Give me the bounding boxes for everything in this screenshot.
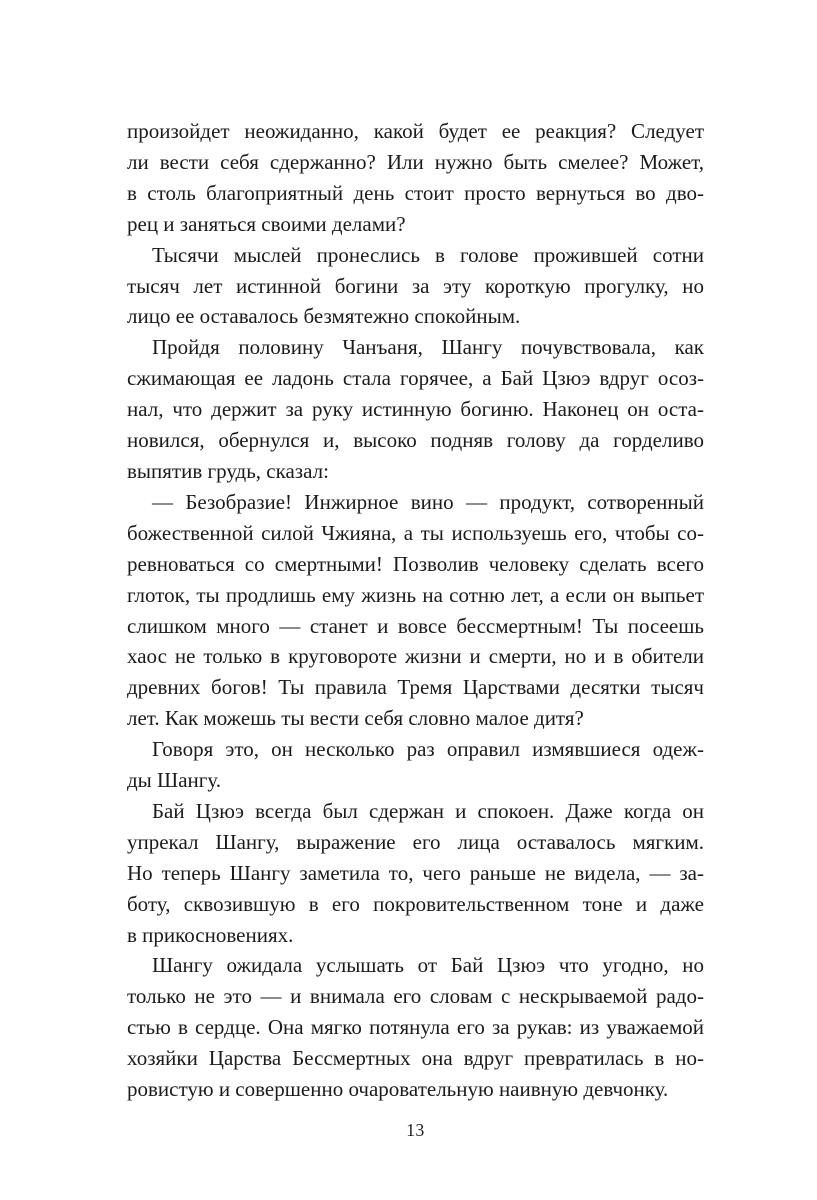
text-line: нал, что держит за руку истинную богиню. Наконец он оста- (127, 397, 704, 422)
text-line: хозяйки Царства Бессмертных она вдруг превратилась в но- (127, 1046, 704, 1071)
text-line: только не это — и внимала его словам с нескрываемой радо- (127, 984, 704, 1009)
paragraph (127, 240, 704, 333)
text-line: лицо ее оставалось безмятежно спокойным. (127, 304, 521, 329)
text-line: ли вести себя сдержанно? Или нужно быть смелее? Может, (127, 149, 704, 174)
paragraph (127, 487, 704, 734)
text-line: упрекал Шангу, выражение его лица оставалось мягким. (127, 829, 704, 854)
page-number: 13 (406, 1120, 425, 1140)
text-line: хаос не только в круговороте жизни и смерти, но и в обители (127, 644, 704, 669)
text-line: ровистую и совершенно очаровательную наивную девчонку. (127, 1077, 669, 1102)
text-line: ревноваться со смертными! Позволив человеку сделать всего (127, 551, 704, 576)
text-line: боту, сквозившую в его покровительственном тоне и даже (127, 891, 704, 916)
text-line: новился, обернулся и, высоко подняв голову да горделиво (127, 428, 704, 453)
text-line: слишком много — станет и вовсе бессмертным! Ты посеешь (127, 613, 704, 638)
text-line: — Безобразие! Инжирное вино — продукт, сотворенный (152, 489, 704, 514)
text-line: выпятив грудь, сказал: (127, 458, 329, 483)
paragraph (127, 950, 704, 1105)
text-line: тысяч лет истинной богини за эту короткую прогулку, но (127, 273, 704, 298)
text-line: рец и заняться своими делами? (127, 211, 406, 236)
text-line: Говоря это, он несколько раз оправил измявшиеся одеж- (152, 737, 704, 762)
text-line: Пройдя половину Чанъаня, Шангу почувствовала, как (152, 335, 704, 360)
text-line: лет. Как можешь ты вести себя словно малое дитя? (127, 706, 584, 731)
text-line: божественной силой Чжияна, а ты используешь его, чтобы со- (127, 520, 704, 545)
text-line: Но теперь Шангу заметила то, чего раньше не видела, — за- (127, 860, 704, 885)
text-line: сжимающая ее ладонь стала горячее, а Бай Цзюэ вдруг осоз- (127, 366, 704, 391)
paragraph (127, 116, 704, 240)
text-line: произойдет неожиданно, какой будет ее реакция? Следует (127, 119, 704, 143)
text-line: Шангу ожидала услышать от Бай Цзюэ что угодно, но (152, 953, 704, 978)
text-line: глоток, ты продлишь ему жизнь на сотню лет, а если он выпьет (127, 582, 704, 607)
paragraph (127, 734, 704, 796)
text-line: ды Шангу. (127, 768, 222, 793)
paragraph (127, 796, 704, 951)
paragraph (127, 332, 704, 487)
text-line: в прикосновениях. (127, 922, 294, 947)
text-line: в столь благоприятный день стоит просто вернуться во дво- (127, 180, 704, 205)
text-line: Тысячи мыслей пронеслись в голове прожившей сотни (152, 242, 704, 267)
text-line: стью в сердце. Она мягко потянула его за рукав: из уважаемой (127, 1015, 704, 1040)
text-block (127, 116, 704, 1105)
text-line: Бай Цзюэ всегда был сдержан и спокоен. Даже когда он (152, 798, 704, 823)
text-line: древних богов! Ты правила Тремя Царствами десятки тысяч (127, 675, 704, 700)
